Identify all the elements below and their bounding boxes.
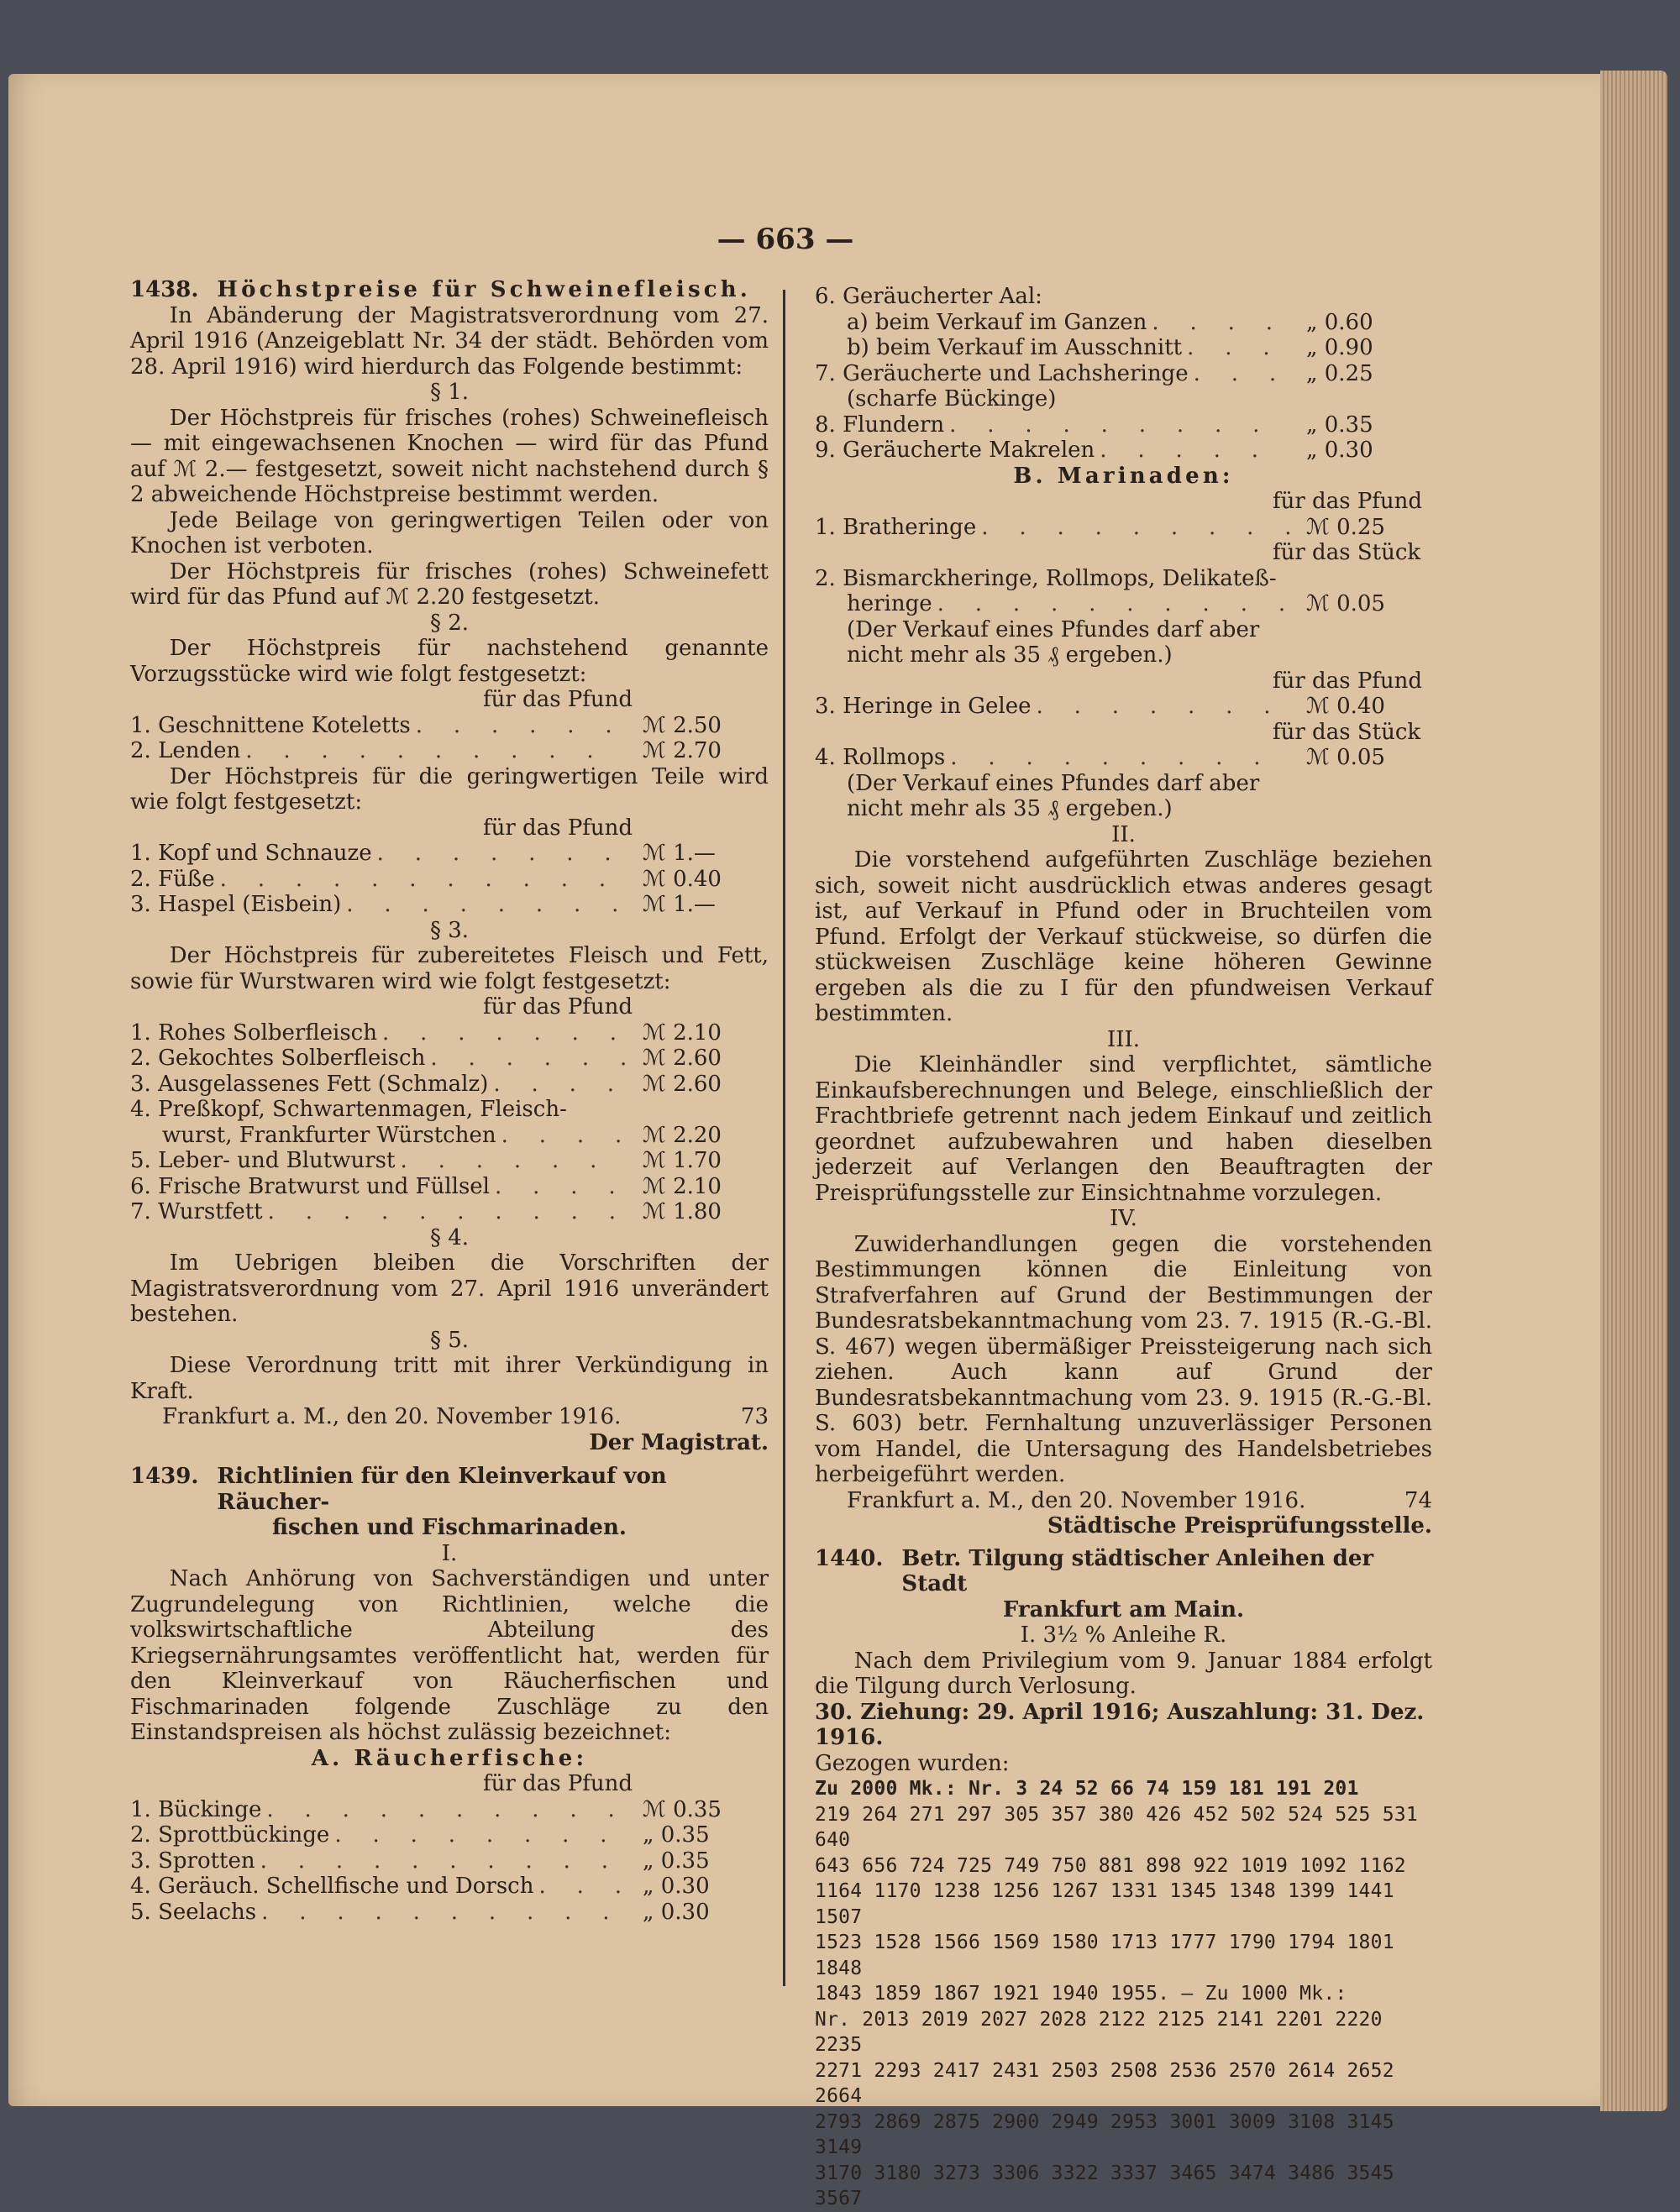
price-row: 1. Bückinge . . . ℳ 0.35 [130,1797,769,1823]
part-heading: III. [1106,1026,1141,1052]
text-paragraph: Die Kleinhändler sind verpflichtet, sämtliche Einkaufsberechnungen und Belege, einschließlich der Frachtbriefe getrennt nach jedem Einkauf und zeitlich geordnet aufzubewahren und haben dieselben jederzeit auf Verlangen den Beauftragten der Preisprüfungsstelle zur Einsichtnahme vorzulegen. [815,1052,1432,1206]
text-paragraph: Jede Beilage von geringwertigen Teilen oder von Knochen ist verboten. [130,507,769,558]
drawn-number-line: 1523 1528 1566 1569 1580 1713 1777 1790 1794 1801 1848 [815,1932,1394,1979]
text-paragraph: Der Höchstpreis für frisches (rohes) Schweinefleisch — mit eingewachsenen Knochen — wird für das Pfund auf ℳ 2.— festgesetzt, soweit nicht nachstehend durch § 2 abweichende Höchstpreise bestimmt werden. [130,405,769,507]
drawn-number-line: Nr. 2013 2019 2027 2028 2122 2125 2141 2201 2220 2235 [815,2008,1383,2056]
price-row: 3. Sprotten . . . „ 0.35 [130,1848,769,1874]
text-paragraph: Der Höchstpreis für die geringwertigen Teile wird wie folgt festgesetzt: [130,763,769,815]
text-paragraph: Nach Anhörung von Sachverständigen und unter Zugrundelegung von Richtlinien, welche die volkswirtschaftliche Abteilung des Kriegsernährungsamtes veröffentlicht hat, werden für den Kleinverkauf von Räucherfischen und Fischmarinaden folgende Zuschläge zu den Einstandspreisen als höchst zulässig bezeichnet: [130,1566,769,1745]
section-number: 1438. [130,277,199,302]
price-row: 3. Heringe in Gelee . . . ℳ 0.40 [815,694,1432,720]
section-title: Richtlinien für den Kleinverkauf von Räucher- [217,1464,667,1515]
price-row: 6. Frische Bratwurst und Füllsel . . . ℳ 2.10 [130,1174,769,1200]
price-row: b) beim Verkauf im Ausschnitt . . . „ 0.90 [815,335,1432,361]
text-paragraph: Der Höchstpreis für frisches (rohes) Schweinefett wird für das Pfund auf ℳ 2.20 festgesetzt. [130,558,769,610]
reference-number: 74 [1404,1487,1432,1513]
price-row: 8. Flundern . . . „ 0.35 [815,412,1432,438]
price-row: 2. Füße . . . ℳ 0.40 [130,867,769,893]
price-row: 5. Seelachs . . . „ 0.30 [130,1900,769,1926]
text-paragraph: Die vorstehend aufgeführten Zuschläge beziehen sich, soweit nicht ausdrücklich etwas anderes gesagt ist, auf Verkauf in Pfund oder in Bruchteilen vom Pfund. Erfolgt der Verkauf stückweise, so dürfen die stückweisen Zuschläge keine höheren Gewinne ergeben als die zu I für den pfundweisen Verkauf bestimmten. [815,847,1432,1026]
price-row: 1. Bratheringe . . . ℳ 0.25 [815,515,1432,541]
drawn-number-line: 2793 2869 2875 2900 2949 2953 3001 3009 3108 3145 3149 [815,2110,1394,2158]
price-row: a) beim Verkauf im Ganzen . . . „ 0.60 [815,310,1432,336]
text-paragraph: Nach dem Privilegium vom 9. Januar 1884 erfolgt die Tilgung durch Verlosung. [815,1648,1432,1699]
price-note: (Der Verkauf eines Pfundes darf aber nicht mehr als 35 ₰ ergeben.) [847,616,1260,668]
text-paragraph: Im Uebrigen bleiben die Vorschriften der Magistratsverordnung vom 27. April 1916 unverändert bestehen. [130,1250,769,1327]
section-title-cont: fischen und Fischmarinaden. [272,1515,627,1540]
unit-label: für das Stück [1273,719,1421,745]
section-title: Betr. Tilgung städtischer Anleihen der Stadt [901,1545,1374,1596]
section-number: 1440. [815,1545,884,1571]
section-1438-heading [130,277,769,303]
unit-label: für das Pfund [1273,668,1423,694]
drawn-number-line: 1164 1170 1238 1256 1267 1331 1345 1348 1399 1441 1507 [815,1880,1394,1928]
subsection-heading: I. 3½ % Anleihe R. [1020,1622,1227,1648]
price-note: (scharfe Bückinge) [847,386,1057,411]
price-row: 3. Ausgelassenes Fett (Schmalz) . . . ℳ 2.60 [130,1072,769,1098]
reference-number: 73 [740,1404,769,1429]
section-number: 1439. [130,1464,199,1489]
price-row: 4. Rollmops . . . ℳ 0.05 [815,745,1432,771]
paragraph-heading: § 1. [429,380,470,405]
text-paragraph: Zuwiderhandlungen gegen die vorstehenden Bestimmungen können die Einleitung von Strafverfahren auf Grund der Bestimmungen der Bundesratsbekanntmachung vom 23. 7. 1915 (R.-G.-Bl. S. 467) wegen übermäßiger Preissteigerung nach sich ziehen. Auch kann auf Grund der Bundesratsbekanntmachung vom 23. 9. 1915 (R.-G.-Bl. S. 603) betr. Fernhaltung unzuverlässiger Personen vom Handel, die Untersagung des Handelsbetriebes herbeigeführt werden. [815,1231,1432,1487]
subsection-heading: A. Räucherfische: [311,1745,588,1771]
drawn-number-line: 2271 2293 2417 2431 2503 2508 2536 2570 2614 2652 2664 [815,2059,1394,2107]
paragraph-heading: § 5. [429,1327,470,1353]
price-row: 5. Leber- und Blutwurst . . . ℳ 1.70 [130,1148,769,1174]
place-date-line [815,1488,1432,1514]
text-paragraph: Diese Verordnung tritt mit ihrer Verkündigung in Kraft. [130,1353,769,1404]
right-column [815,284,1432,2212]
price-note: (Der Verkauf eines Pfundes darf aber nicht mehr als 35 ₰ ergeben.) [847,770,1260,821]
part-heading: I. [441,1540,458,1566]
left-column [130,277,769,1925]
price-row: 4. Geräuch. Schellfische und Dorsch . . . „ 0.30 [130,1874,769,1900]
price-row: 3. Haspel (Eisbein) . . . ℳ 1.— [130,892,769,918]
unit-label: für das Pfund [1273,489,1423,514]
part-heading: IV. [1110,1206,1137,1231]
unit-label: für das Stück [1273,540,1421,565]
price-row: wurst, Frankfurter Würstchen . . . ℳ 2.20 [130,1123,769,1149]
drawn-label: Gezogen wurden: [815,1750,1010,1776]
page-edges [1600,71,1667,2111]
section-title: Höchstpreise für Schweinefleisch. [217,277,752,302]
signature: Der Magistrat. [589,1429,769,1455]
intro-paragraph: In Abänderung der Magistratsverordnung vom 27. April 1916 (Anzeigeblatt Nr. 34 der städt. Behörden vom 28. April 1916) wird hierdurch das Folgende bestimmt: [130,302,769,380]
paragraph-heading: § 3. [429,917,470,943]
place-date: Frankfurt a. M., den 20. November 1916. [847,1487,1306,1513]
price-row: 2. Sprottbückinge . . . „ 0.35 [130,1822,769,1848]
unit-label: für das Pfund [483,687,633,712]
text-paragraph: Der Höchstpreis für nachstehend genannte Vorzugsstücke wird wie folgt festgesetzt: [130,636,769,687]
price-row: 7. Geräucherte und Lachsheringe . . . „ 0.25 [815,361,1432,387]
price-row: heringe . . . ℳ 0.05 [815,591,1432,617]
price-row-label: 2. Bismarckheringe, Rollmops, Delikateß- [815,565,1277,591]
price-row: 7. Wurstfett . . . ℳ 1.80 [130,1199,769,1225]
price-row-label: 6. Geräucherter Aal: [815,284,1042,309]
unit-label: für das Pfund [483,994,633,1020]
text-paragraph: Der Höchstpreis für zubereitetes Fleisch und Fett, sowie für Wurstwaren wird wie folgt festgesetzt: [130,943,769,994]
drawn-number-line: Zu 2000 Mk.: Nr. 3 24 52 66 74 159 181 191 201 [815,1778,1359,1800]
price-row: 9. Geräucherte Makrelen . . . „ 0.30 [815,438,1432,464]
drawing-info: 30. Ziehung: 29. April 1916; Auszahlung: 31. Dez. 1916. [815,1699,1425,1750]
section-1439-heading [130,1464,769,1515]
price-row: 1. Geschnittene Koteletts . . . ℳ 2.50 [130,713,769,739]
section-title-cont: Frankfurt am Main. [1002,1596,1245,1622]
price-row-label: 4. Preßkopf, Schwartenmagen, Fleisch- [130,1097,567,1122]
page-number: — 663 — [717,223,854,256]
column-divider [783,290,785,1986]
drawn-number-line: 219 264 271 297 305 357 380 426 452 502 524 525 531 640 [815,1803,1418,1851]
price-row: 1. Kopf und Schnauze . . . ℳ 1.— [130,841,769,867]
unit-label: für das Pfund [483,1771,633,1796]
section-1440-heading [815,1546,1432,1597]
paragraph-heading: § 2. [429,610,470,636]
drawn-number-line: 643 656 724 725 749 750 881 898 922 1019 1092 1162 [815,1854,1406,1877]
price-row: 1. Rohes Solberfleisch . . . ℳ 2.10 [130,1020,769,1046]
part-heading: II. [1111,821,1136,847]
drawn-number-line: 1843 1859 1867 1921 1940 1955. — Zu 1000 Mk.: [815,1983,1347,2005]
paragraph-heading: § 4. [429,1224,470,1250]
drawn-number-line: 3170 3180 3273 3306 3322 3337 3465 3474 3486 3545 3567 [815,2162,1394,2209]
price-row: 2. Gekochtes Solberfleisch . . . ℳ 2.60 [130,1046,769,1072]
place-date-line [130,1404,769,1430]
price-row: 2. Lenden . . . ℳ 2.70 [130,738,769,764]
signature: Städtische Preisprüfungsstelle. [1047,1513,1432,1538]
place-date: Frankfurt a. M., den 20. November 1916. [162,1404,622,1429]
unit-label: für das Pfund [483,815,633,841]
subsection-heading: B. Marinaden: [1013,463,1234,489]
